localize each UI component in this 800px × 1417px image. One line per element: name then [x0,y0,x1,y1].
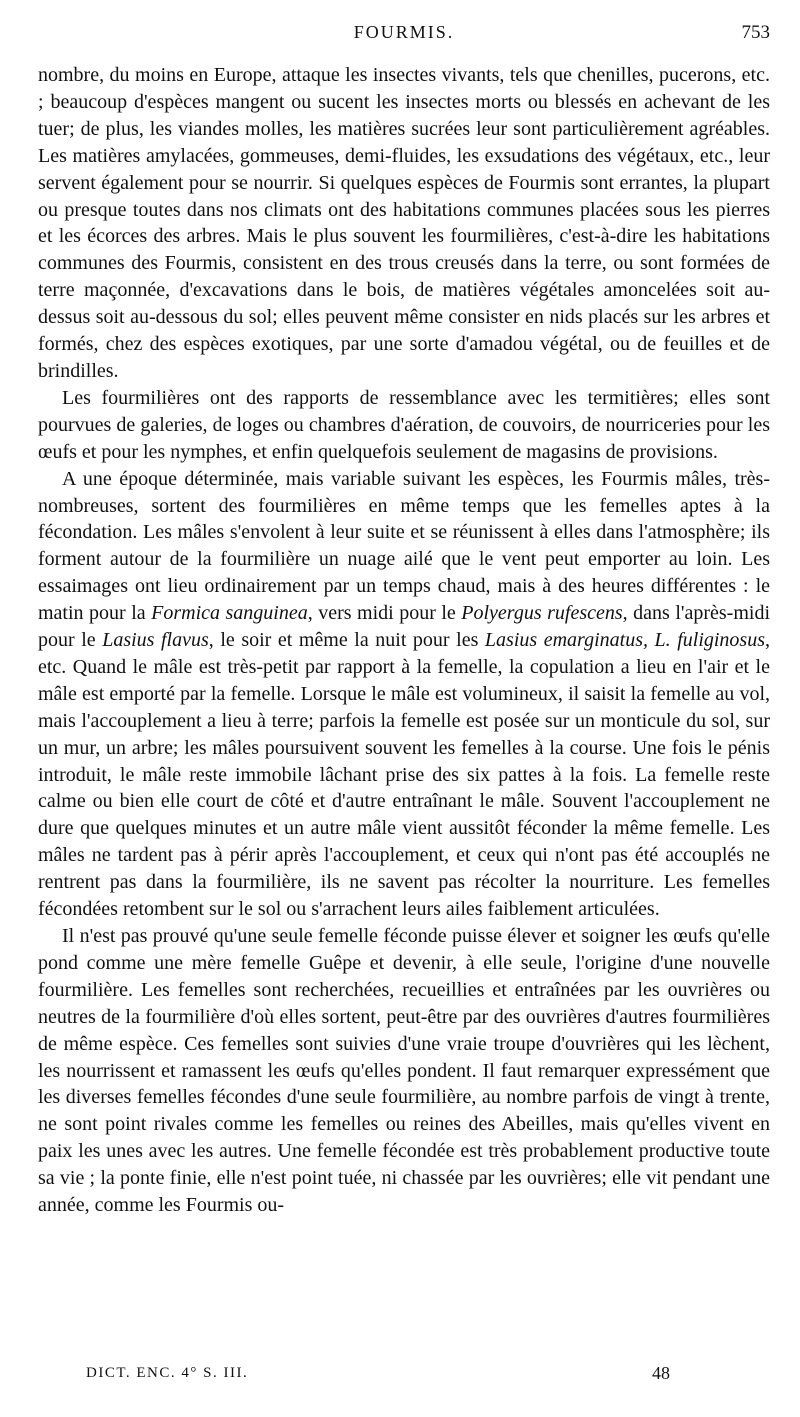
text-run: A une époque déterminée, mais variable suivant les espèces, les Fourmis mâles, très-nombreuses, sortent des fourmilières en même temps que les femelles aptes à la fécondation. Les mâles s'envolent à leur suite et se réunissent à elles dans l'atmosphère; ils forment autour de la fourmilière un nuage ailé que le vent peut emporter au loin. Les essaimages ont lieu ordinairement par un temps chaud, mais à des heures différentes : le matin pour la [38,467,770,625]
text-run: , etc. Quand le mâle est très-petit par rapport à la femelle, la copulation a lieu en l'air et le mâle est emporté par la femelle. Lorsque le mâle est volumineux, il saisit la femelle au vol, mais l'accouplement a lieu à terre; parfois la femelle est posée sur un monticule du sol, sur un mur, un arbre; les mâles poursuivent souvent les femelles à la course. Une fois le pénis introduit, le mâle reste immobile lâchant prise des six pattes à la fois. La femelle reste calme ou bien elle court de côté et d'autre entraînant le mâle. Souvent l'accouplement ne dure que quelques minutes et un autre mâle vient aussitôt féconder la même femelle. Les mâles ne tardent pas à périr après l'accouplement, et ceux qui n'ont pas été accouplés ne rentrent pas dans la fourmilière, ils ne savent pas récolter la nourriture. Les femelles fécondées retombent sur le sol ou s'arrachent leurs ailes faiblement articulées. [38,629,770,921]
italic-term: Lasius emarginatus, L. fuliginosus [484,629,765,652]
italic-term: Polyergus rufescens [461,602,623,625]
text-run: , le soir et même la nuit pour les [208,629,485,652]
running-title: FOURMIS. [353,22,455,42]
text-run: nombre, du moins en Europe, attaque les insectes vivants, tels que chenilles, pucerons, etc. ; beaucoup d'espèces mangent ou sucent les insectes morts ou blessés en achevant de les tuer; de plus, les viandes molles, les matières sucrées leur sont particulièrement agréables. Les matières amylacées, gommeuses, demi-fluides, les exsudations des végétaux, etc., leur servent également pour se nourrir. Si quelques espèces de Fourmis sont errantes, la plupart ou presque toutes dans nos climats ont des habitations communes placées sous les pierres et les écorces des arbres. Mais le plus souvent les fourmilières, c'est-à-dire les habitations communes des Fourmis, consistent en des trous creusés dans la terre, ou sont formées de terre maçonnée, d'excavations dans le bois, de matières végétales amoncelées soit au-dessus soit au-dessous du sol; elles peuvent même consister en nids placés sur les arbres et formés, chez des espèces exotiques, par une sorte d'amadou végétal, ou de feuilles et de brindilles. [38,64,770,382]
text-run: , vers midi pour le [307,602,462,625]
sheet-number: 48 [652,1363,670,1383]
signature-mark: DICT. ENC. 4° S. III. [86,1365,249,1381]
text-run: Il n'est pas prouvé qu'une seule femelle féconde puisse élever et soigner les œufs qu'elle pond comme une mère femelle Guêpe et devenir, à elle seule, l'origine d'une nouvelle fourmilière. Les femelles sont recherchées, recueillies et entraînées par les ouvrières ou neutres de la fourmilière d'où elles sortent, peut-être par des ouvrières d'autres fourmilières de même espèce. Ces femelles sont suivies d'une vraie troupe d'ouvrières qui les lèchent, les nourrissent et ramassent les œufs qu'elles pondent. Il faut remarquer expressément que les diverses femelles fécondes d'une seule fourmilière, au nombre parfois de vingt à trente, ne sont point rivales comme les femelles ou reines des Abeilles, mais qu'elles vivent en paix les unes avec les autres. Une femelle fécondée est très probablement productive toute sa vie ; la ponte finie, elle n'est point tuée, ni chassée par les ouvrières; elle vit pendant une année, comme les Fourmis ou- [38,925,770,1217]
paragraph-2 [38,385,770,466]
page-footer [86,1363,770,1393]
paragraph-3 [38,466,770,923]
body-text [38,62,770,1219]
page-number: 753 [741,22,770,43]
italic-term: Formica sanguinea [151,602,308,625]
paragraph-4 [38,923,770,1219]
text-run: Les fourmilières ont des rapports de ressemblance avec les termitières; elles sont pourvues de galeries, de loges ou chambres d'aération, de couvoirs, de nourriceries pour les œufs et pour les nymphes, et enfin quelquefois seulement de magasins de provisions. [38,386,770,463]
paragraph-1 [38,62,770,385]
text-run: , dans l'après-midi pour le [38,602,771,652]
italic-term: Lasius flavus [102,629,209,652]
page-header [38,8,770,48]
